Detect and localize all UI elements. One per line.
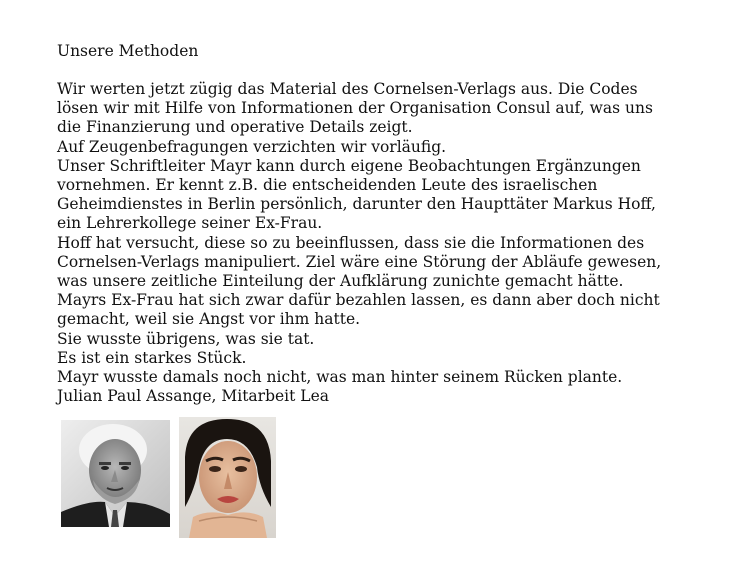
- text-line: Mayrs Ex-Frau hat sich zwar dafür bezahlen lassen, es dann aber doch nicht: [57, 291, 660, 310]
- document-heading: Unsere Methoden: [57, 42, 199, 60]
- text-line: Sie wusste übrigens, was sie tat.: [57, 329, 315, 348]
- text-line: vornehmen. Er kennt z.B. die entscheidenden Leute des israelischen: [57, 176, 598, 195]
- text-line: Unser Schriftleiter Mayr kann durch eigene Beobachtungen Ergänzungen: [57, 156, 641, 175]
- text-line: Geheimdienstes in Berlin persönlich, darunter den Haupttäter Markus Hoff,: [57, 195, 656, 214]
- text-line: lösen wir mit Hilfe von Informationen der Organisation Consul auf, was uns: [57, 99, 653, 118]
- portrait-photo-man: [61, 420, 170, 527]
- text-line: Mayr wusste damals noch nicht, was man hinter seinem Rücken plante.: [57, 368, 623, 387]
- text-line: gemacht, weil sie Angst vor ihm hatte.: [57, 310, 361, 329]
- text-line: ein Lehrerkollege seiner Ex-Frau.: [57, 214, 323, 233]
- text-line: was unsere zeitliche Einteilung der Aufklärung zunichte gemacht hätte.: [57, 272, 624, 291]
- portrait-photo-woman: [179, 417, 276, 538]
- text-line: Hoff hat versucht, diese so zu beeinflussen, dass sie die Informationen des: [57, 233, 645, 252]
- document-body: [57, 80, 737, 406]
- text-line: Es ist ein starkes Stück.: [57, 348, 247, 367]
- text-line: Cornelsen-Verlags manipuliert. Ziel wäre eine Störung der Abläufe gewesen,: [57, 252, 662, 271]
- text-line: Julian Paul Assange, Mitarbeit Lea: [57, 387, 329, 406]
- text-line: die Finanzierung und operative Details zeigt.: [57, 118, 413, 137]
- text-line: Auf Zeugenbefragungen verzichten wir vorläufig.: [57, 137, 447, 156]
- text-line: Wir werten jetzt zügig das Material des Cornelsen-Verlags aus. Die Codes: [57, 80, 638, 98]
